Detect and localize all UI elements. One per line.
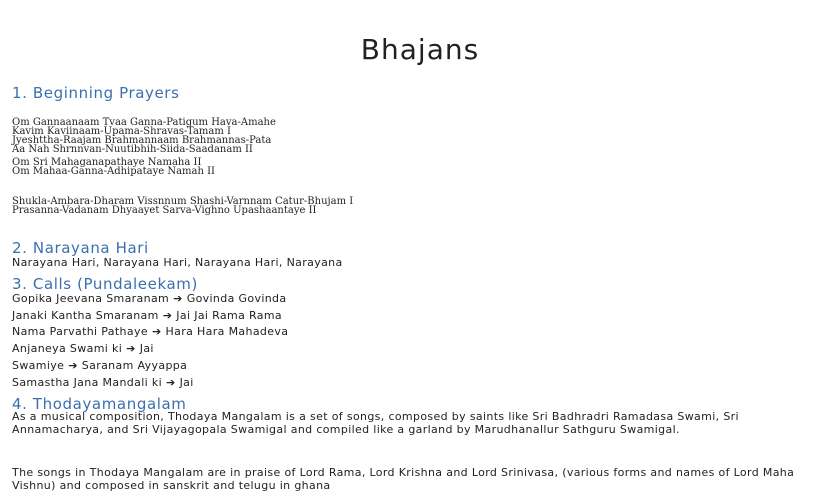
call-response-row [12,342,154,355]
page-title: Bhajans [360,33,480,66]
right-arrow-icon: ➔ [166,376,176,389]
prayer-verse-line: Om Sri Mahaganapathaye Namaha II [12,157,202,168]
prayer-verse-line: Om Gannaanaam Tvaa Ganna-Patigum Hava-Amahe [12,117,276,128]
call-response-row [12,376,194,389]
call-text: Janaki Kantha Smaranam [12,309,159,322]
call-response-row [12,359,187,372]
call-response-row [12,292,286,305]
section-heading-narayana-hari: 2. Narayana Hari [12,239,149,257]
right-arrow-icon: ➔ [173,292,183,305]
section-heading-calls: 3. Calls (Pundaleekam) [12,275,198,293]
thodayamangalam-paragraph: The songs in Thodaya Mangalam are in praise of Lord Rama, Lord Krishna and Lord Srinivasa, (various forms and names of Lord Maha Vishnu) and composed in sanskrit and telugu in ghana [12,466,795,492]
prayer-verse-line: Aa Nah Shrnnvan-Nuutibhih-Siida-Saadanam II [12,144,253,155]
prayer-verse-line: Om Mahaa-Ganna-Adhipataye Namah II [12,166,216,177]
response-text: Jai [139,342,154,355]
right-arrow-icon: ➔ [126,342,136,355]
response-text: Saranam Ayyappa [81,359,188,372]
response-text: Hara Hara Mahadeva [165,325,289,338]
prayer-verse-line: Shukla-Ambara-Dharam Vissnnum Shashi-Varnnam Catur-Bhujam I [12,196,354,207]
section-heading-beginning-prayers: 1. Beginning Prayers [12,84,180,102]
right-arrow-icon: ➔ [68,359,78,372]
call-text: Nama Parvathi Pathaye [12,325,148,338]
call-text: Anjaneya Swami ki [12,342,123,355]
thodayamangalam-paragraph: As a musical composition, Thodaya Mangalam is a set of songs, composed by saints like Sri Badhradri Ramadasa Swami, Sri Annamacharya, and Sri Vijayagopala Swamigal and compiled like a garland by Marudhanallur Sathguru Swamigal. [12,410,739,436]
response-text: Jai [179,376,194,389]
response-text: Govinda Govinda [186,292,287,305]
prayer-verse-line: Kavim Kaviinaam-Upama-Shravas-Tamam I [12,126,231,137]
call-text: Samastha Jana Mandali ki [12,376,162,389]
call-response-row [12,309,282,322]
right-arrow-icon: ➔ [162,309,173,322]
narayana-hari-line: Narayana Hari, Narayana Hari, Narayana Hari, Narayana [12,256,343,269]
call-text: Swamiye [12,359,65,372]
prayer-verse-line: Jyeshttha-Raajam Brahmannaam Brahmannas-Pata [12,135,272,146]
call-text: Gopika Jeevana Smaranam [12,292,170,305]
call-response-row [12,325,288,338]
section-heading-thodayamangalam: 4. Thodayamangalam [12,395,187,413]
prayer-verse-line: Prasanna-Vadanam Dhyaayet Sarva-Vighno Upashaantaye II [12,205,317,216]
response-text: Jai Jai Rama Rama [176,309,283,322]
right-arrow-icon: ➔ [151,325,162,338]
